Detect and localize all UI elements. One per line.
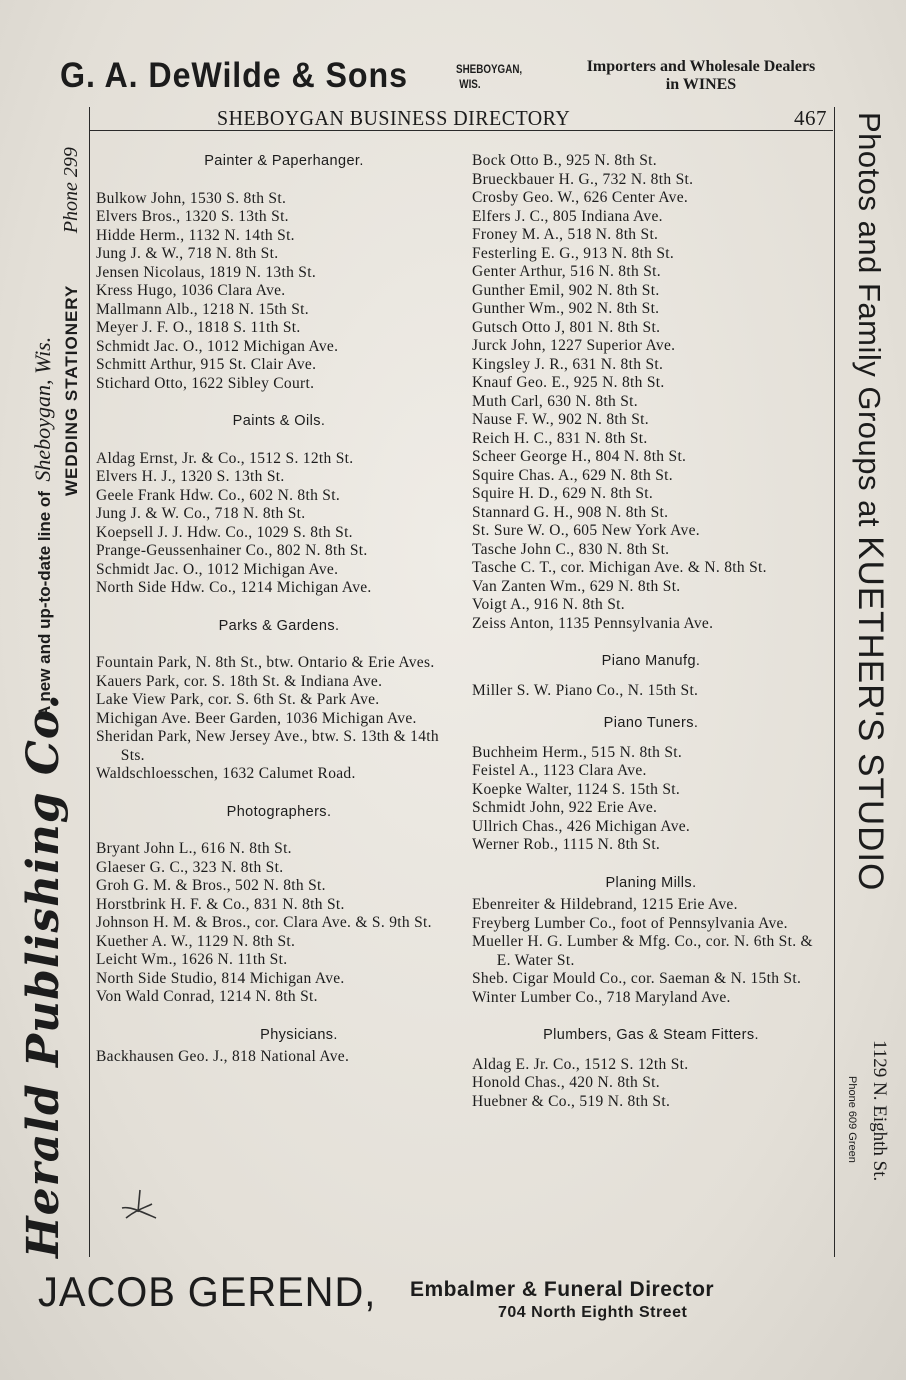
- directory-entry: Ullrich Chas., 426 Michigan Ave.: [472, 817, 691, 835]
- section-planing-mills: [472, 874, 830, 1008]
- section-heading: Painter & Paperhanger.: [204, 153, 364, 169]
- section-heading: Plumbers, Gas & Steam Fitters.: [543, 1027, 759, 1043]
- section-painter: [96, 152, 462, 393]
- directory-entry: Leicht Wm., 1626 N. 11th St.: [96, 951, 288, 968]
- directory-entry: Van Zanten Wm., 629 N. 8th St.: [472, 577, 681, 595]
- directory-entry: Kingsley J. R., 631 N. 8th St.: [472, 355, 664, 373]
- directory-entry: Hidde Herm., 1132 N. 14th St.: [96, 226, 295, 244]
- section-piano-manufacturers: [472, 652, 830, 700]
- directory-entry: Gutsch Otto J, 801 N. 8th St.: [472, 318, 661, 336]
- firm-description: [536, 58, 866, 94]
- directory-entry: Jung J. & W. Co., 718 N. 8th St.: [96, 505, 306, 522]
- directory-entry: Horstbrink H. F. & Co., 831 N. 8th St.: [96, 895, 345, 913]
- studio-address: 1129 N. Eighth St.: [869, 1040, 890, 1182]
- directory-entry: Festerling E. G., 913 N. 8th St.: [472, 244, 675, 262]
- directory-entry: Brueckbauer H. G., 732 N. 8th St.: [472, 170, 694, 188]
- directory-entry: Sheb. Cigar Mould Co., cor. Saeman & N. 15th St.: [472, 970, 802, 987]
- section-paints: [96, 412, 462, 598]
- directory-entry: Stannard G. H., 908 N. 8th St.: [472, 503, 669, 521]
- page-number: 467: [794, 106, 827, 130]
- directory-entry: Backhausen Geo. J., 818 National Ave.: [96, 1048, 350, 1065]
- funeral-director-trade: Embalmer & Funeral Director: [410, 1278, 715, 1301]
- directory-entry: Honold Chas., 420 N. 8th St.: [472, 1074, 660, 1091]
- directory-entry: North Side Studio, 814 Michigan Ave.: [96, 969, 345, 987]
- directory-entry: Freyberg Lumber Co., foot of Pennsylvania Ave.: [472, 914, 788, 932]
- entry-list: [96, 190, 462, 394]
- directory-entry: Bock Otto B., 925 N. 8th St.: [472, 152, 657, 169]
- directory-entry: Aldag E. Jr. Co., 1512 S. 12th St.: [472, 1055, 689, 1073]
- ad-phone: Phone 299: [60, 147, 82, 234]
- directory-entry: Genter Arthur, 516 N. 8th St.: [472, 263, 661, 280]
- directory-entry: Von Wald Conrad, 1214 N. 8th St.: [96, 988, 318, 1005]
- directory-entry: Glaeser G. C., 323 N. 8th St.: [96, 858, 284, 876]
- directory-entry: Schmitt Arthur, 915 St. Clair Ave.: [96, 356, 317, 373]
- directory-entry: Elvers Bros., 1320 S. 13th St.: [96, 208, 289, 225]
- top-advertisement: [60, 52, 870, 106]
- directory-entry: Michigan Ave. Beer Garden, 1036 Michigan Ave.: [96, 709, 417, 727]
- section-parks: [96, 617, 462, 784]
- directory-title: SHEBOYGAN BUSINESS DIRECTORY: [217, 106, 571, 130]
- directory-entry: Elfers J. C., 805 Indiana Ave.: [472, 207, 663, 225]
- right-column: [472, 152, 830, 1111]
- directory-entry: Jung J. & W., 718 N. 8th St.: [96, 245, 279, 262]
- directory-entry: Kauers Park, cor. S. 18th St. & Indiana Ave.: [96, 672, 383, 690]
- firm-name: G. A. DeWilde & Sons: [60, 56, 408, 95]
- ad-line2: [60, 147, 83, 496]
- section-photographers-continued: [472, 152, 830, 633]
- directory-entry: North Side Hdw. Co., 1214 Michigan Ave.: [96, 579, 372, 596]
- firm-city: [456, 62, 522, 92]
- directory-entry: Schmidt John, 922 Erie Ave.: [472, 799, 658, 816]
- directory-entry: Voigt A., 916 N. 8th St.: [472, 596, 625, 613]
- entry-list: [96, 840, 462, 1007]
- directory-entry: Groh G. M. & Bros., 502 N. 8th St.: [96, 877, 326, 894]
- directory-entry: Schmidt Jac. O., 1012 Michigan Ave.: [96, 337, 339, 355]
- directory-entry: Lake View Park, cor. S. 6th St. & Park Ave.: [96, 691, 380, 708]
- directory-entry: Tasche John C., 830 N. 8th St.: [472, 540, 670, 558]
- section-photographers: [96, 803, 462, 1007]
- directory-entry: Muth Carl, 630 N. 8th St.: [472, 392, 638, 410]
- directory-entry: Winter Lumber Co., 718 Maryland Ave.: [472, 988, 731, 1006]
- directory-entry: Nause F. W., 902 N. 8th St.: [472, 411, 649, 428]
- directory-entry: Sheridan Park, New Jersey Ave., btw. S. 13th & 14th Sts.: [96, 728, 439, 764]
- pencil-mark-icon: [112, 1188, 162, 1228]
- ad-product: WEDDING STATIONERY: [62, 284, 81, 496]
- directory-entry: Mueller H. G. Lumber & Mfg. Co., cor. N. 6th St. & E. Water St.: [472, 933, 813, 969]
- directory-entry: Gunther Wm., 902 N. 8th St.: [472, 300, 660, 317]
- directory-entry: Buchheim Herm., 515 N. 8th St.: [472, 743, 683, 761]
- left-column: [96, 152, 462, 1067]
- directory-entry: Bryant John L., 616 N. 8th St.: [96, 840, 292, 857]
- section-heading: Physicians.: [260, 1026, 338, 1043]
- directory-entry: Schmidt Jac. O., 1012 Michigan Ave.: [96, 560, 339, 578]
- directory-entry: Froney M. A., 518 N. 8th St.: [472, 226, 659, 243]
- directory-entry: Kress Hugo, 1036 Clara Ave.: [96, 282, 286, 299]
- directory-entry: Gunther Emil, 902 N. 8th St.: [472, 281, 660, 299]
- funeral-director-name: JACOB GEREND,: [38, 1268, 377, 1315]
- directory-entry: Zeiss Anton, 1135 Pennsylvania Ave.: [472, 614, 714, 632]
- section-heading: Parks & Gardens.: [218, 617, 340, 634]
- section-piano-tuners: [472, 714, 830, 855]
- firm-city-line2: WIS.: [459, 77, 481, 91]
- directory-entry: Knauf Geo. E., 925 N. 8th St.: [472, 374, 665, 391]
- funeral-director-address: 704 North Eighth Street: [498, 1304, 688, 1321]
- right-side-advertisement: [822, 112, 894, 1252]
- studio-ad: [850, 112, 890, 891]
- entry-list: [472, 1056, 830, 1112]
- entry-list: [96, 450, 462, 598]
- ad-line1: [30, 337, 56, 718]
- entry-list: [472, 744, 830, 855]
- directory-entry: Johnson H. M. & Bros., cor. Clara Ave. & S. 9th St.: [96, 914, 432, 931]
- firm-description-line1: Importers and Wholesale Dealers: [586, 58, 816, 75]
- entry-list: [472, 682, 830, 701]
- directory-entry: Kuether A. W., 1129 N. 8th St.: [96, 932, 296, 950]
- directory-entry: Miller S. W. Piano Co., N. 15th St.: [472, 681, 699, 699]
- directory-entry: Fountain Park, N. 8th St., btw. Ontario & Erie Aves.: [96, 654, 435, 671]
- directory-entry: Reich H. C., 831 N. 8th St.: [472, 429, 648, 447]
- section-plumbers: [472, 1026, 830, 1111]
- directory-entry: Feistel A., 1123 Clara Ave.: [472, 762, 647, 779]
- directory-entry: Koepke Walter, 1124 S. 15th St.: [472, 780, 681, 798]
- directory-entry: Tasche C. T., cor. Michigan Ave. & N. 8th St.: [472, 559, 767, 576]
- ad-location: Sheboygan, Wis.: [30, 336, 55, 482]
- directory-entry: Scheer George H., 804 N. 8th St.: [472, 448, 687, 465]
- entry-list: [472, 896, 830, 1007]
- section-heading: Planing Mills.: [605, 874, 697, 891]
- directory-entry: Crosby Geo. W., 626 Center Ave.: [472, 189, 689, 206]
- firm-description-line2: in WINES: [665, 76, 737, 93]
- publisher-name: Herald Publishing Co.: [18, 693, 69, 1258]
- ad-line1-text: A new and up-to-date line of: [35, 491, 54, 718]
- directory-entry: Squire Chas. A., 629 N. 8th St.: [472, 466, 673, 484]
- directory-entry: Squire H. D., 629 N. 8th St.: [472, 485, 654, 502]
- studio-phone: Phone 609 Green: [846, 1076, 858, 1163]
- directory-entry: Werner Rob., 1115 N. 8th St.: [472, 836, 661, 853]
- directory-entry: Jensen Nicolaus, 1819 N. 13th St.: [96, 263, 316, 281]
- studio-name: KUETHER'S STUDIO: [851, 536, 890, 892]
- directory-entry: St. Sure W. O., 605 New York Ave.: [472, 522, 700, 539]
- section-heading: Piano Manufg.: [601, 653, 701, 669]
- directory-entry: Prange-Geussenhainer Co., 802 N. 8th St.: [96, 542, 368, 559]
- section-heading: Photographers.: [226, 803, 332, 820]
- section-heading: Piano Tuners.: [603, 715, 699, 731]
- studio-tagline: Photos and Family Groups at: [852, 112, 887, 527]
- directory-entry: Stichard Otto, 1622 Sibley Court.: [96, 374, 315, 392]
- entry-list: [96, 654, 462, 784]
- entry-list: [96, 1048, 462, 1067]
- bottom-advertisement: [38, 1268, 858, 1338]
- section-physicians: [96, 1026, 462, 1067]
- entry-list: [472, 152, 830, 633]
- directory-entry: Koepsell J. J. Hdw. Co., 1029 S. 8th St.: [96, 523, 353, 541]
- directory-entry: Jurck John, 1227 Superior Ave.: [472, 337, 676, 354]
- directory-entry: Mallmann Alb., 1218 N. 15th St.: [96, 300, 309, 318]
- directory-entry: Waldschloesschen, 1632 Calumet Road.: [96, 765, 356, 782]
- firm-city-line1: SHEBOYGAN,: [456, 62, 523, 76]
- section-heading: Paints & Oils.: [232, 413, 326, 429]
- directory-entry: Meyer J. F. O., 1818 S. 11th St.: [96, 319, 301, 336]
- directory-entry: Huebner & Co., 519 N. 8th St.: [472, 1092, 671, 1110]
- directory-entry: Elvers H. J., 1320 S. 13th St.: [96, 468, 285, 485]
- left-side-advertisement: [12, 116, 92, 1266]
- directory-entry: Bulkow John, 1530 S. 8th St.: [96, 189, 287, 207]
- directory-entry: Ebenreiter & Hildebrand, 1215 Erie Ave.: [472, 896, 738, 913]
- directory-entry: Aldag Ernst, Jr. & Co., 1512 S. 12th St.: [96, 449, 354, 467]
- directory-entry: Geele Frank Hdw. Co., 602 N. 8th St.: [96, 486, 340, 504]
